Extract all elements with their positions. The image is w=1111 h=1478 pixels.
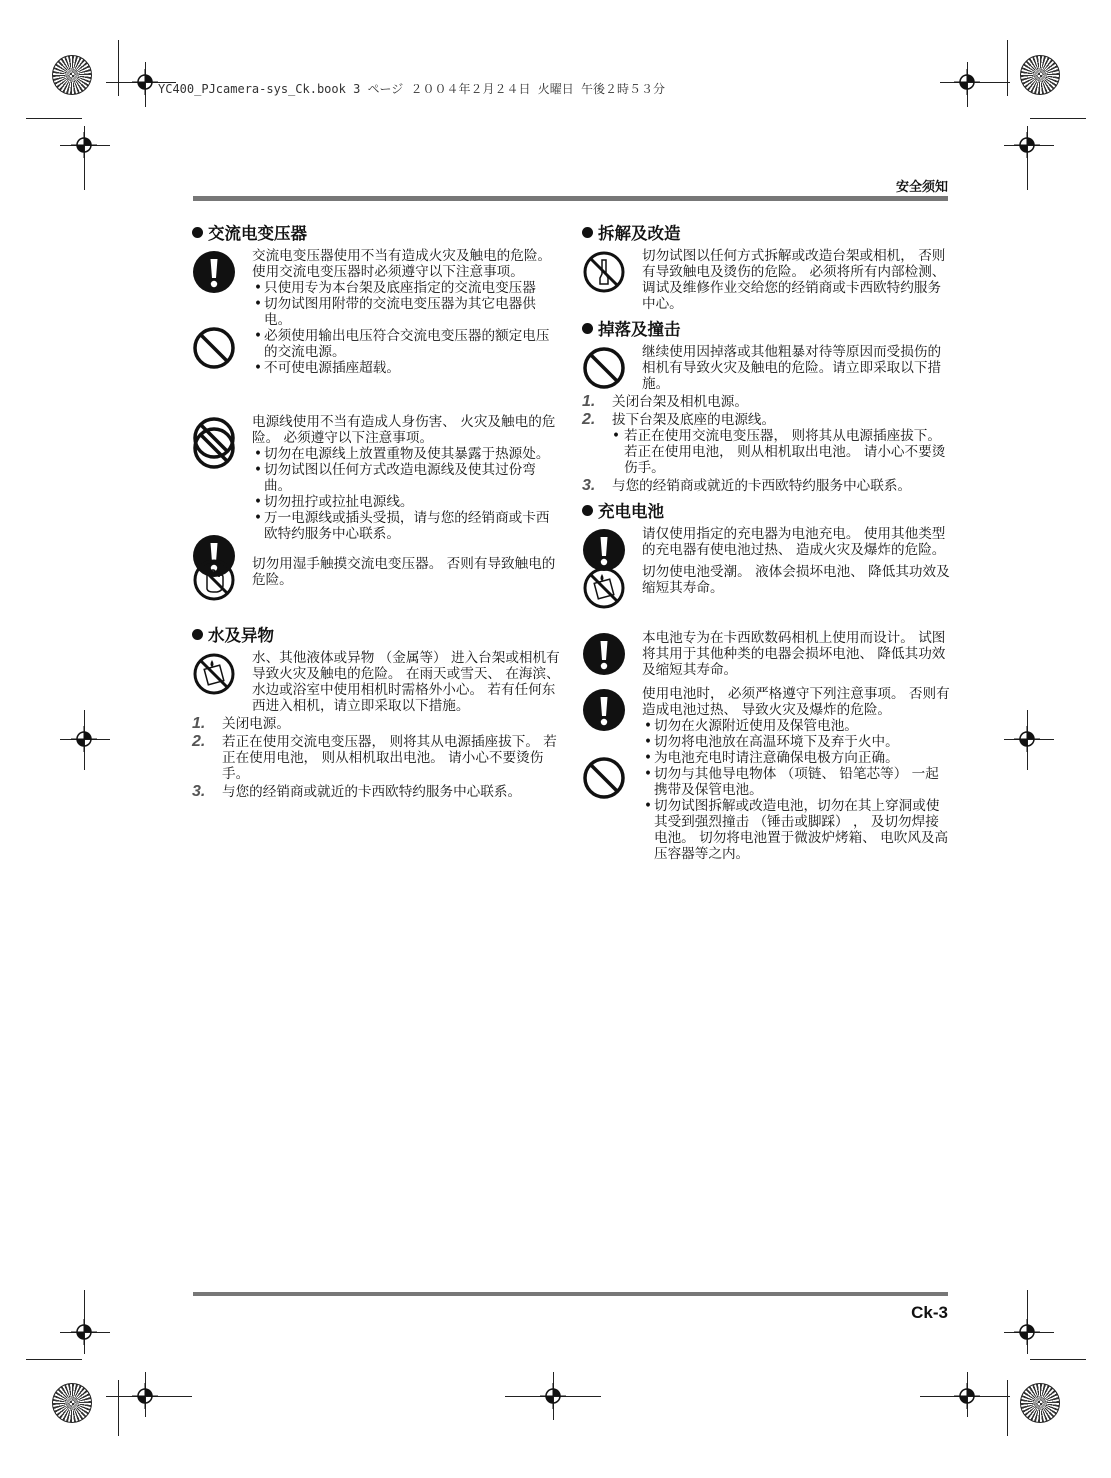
bottom-rule xyxy=(193,1292,948,1296)
list-item: • 切勿试图拆解或改造电池，切勿在其上穿洞或使其受到强烈撞击 （锤击或脚踩） ， 及切勿焊接电池。 切勿将电池置于微波炉烤箱、 电吹风及高压容器等之内。 xyxy=(642,798,950,862)
list-item: • 只使用专为本台架及底座指定的交流电变压器 xyxy=(252,280,560,296)
registration-crosshair-icon xyxy=(1014,132,1040,158)
power-cord-warning: 电源线使用不当有造成人身伤害、 火灾及触电的危险。 必须遵守以下注意事项。 • 切勿在电源线上放置重物及使其暴露于热源处。 • 切勿试图以任何方式改造电源线及使其过份弯曲。 • 切勿扭拧或拉扯电源线。 • 万一电源线或插头受损，请与您的经销商或卡西欧特约服务中心联系。 xyxy=(192,414,560,542)
top-rule xyxy=(193,196,948,201)
registration-crosshair-icon xyxy=(1014,1319,1040,1345)
wet-hands-warning: 切勿用湿手触摸交流电变压器。 否则有导致触电的危险。 xyxy=(192,556,560,604)
warning-exclamation-icon xyxy=(582,632,626,676)
list-item: • 不可使电源插座超载。 xyxy=(252,360,560,376)
water-warning: 水、其他液体或异物 （金属等） 进入台架或相机有导致火灾及触电的危险。 在雨天或雪天、 在海滨、 水边或浴室中使用相机时需格外小心。 若有任何东西进入相机，请立即采取以下措施。 xyxy=(192,650,560,714)
page-title: 安全须知 xyxy=(895,180,948,195)
color-target-icon xyxy=(52,1383,92,1423)
page-number: Ck-3 xyxy=(911,1303,948,1322)
list-item: • 切勿试图以任何方式改造电源线及使其过份弯曲。 xyxy=(252,462,560,494)
left-column xyxy=(192,222,560,800)
print-header: YC400_PJcamera-sys_Ck.book 3 ページ ２００４年２月２４日 火曜日 午後２時５３分 xyxy=(158,82,665,96)
warning-exclamation-icon xyxy=(192,250,236,294)
list-item: • 切勿试图用附带的交流电变压器为其它电器供电。 xyxy=(252,296,560,328)
registration-crosshair-icon xyxy=(132,69,158,95)
step-item: 1. 关闭台架及相机电源。 xyxy=(582,393,748,410)
list-item: • 若正在使用交流电变压器， 则将其从电源插座拔下。 若正在使用电池， 则从相机取出电池。 请小心不要烫伤手。 xyxy=(582,428,950,476)
battery-charger-warning: 请仅使用指定的充电器为电池充电。 使用其他类型的充电器有使电池过热、 造成火灾及爆炸的危险。 xyxy=(582,526,950,558)
step-item: 3. 与您的经销商或就近的卡西欧特约服务中心联系。 xyxy=(582,477,912,494)
step-item: 1. 关闭电源。 xyxy=(192,715,290,732)
step-item: 2. 若正在使用交流电变压器， 则将其从电源插座拔下。 若正在使用电池， 则从相机取出电池。 请小心不要烫伤手。 xyxy=(192,733,557,782)
battery-design-warning: 本电池专为在卡西欧数码相机上使用而设计。 试图将其用于其他种类的电器会损坏电池、 降低其功效及缩短其寿命。 xyxy=(582,630,950,678)
list-item: • 切勿在火源附近使用及保管电池。 xyxy=(642,718,950,734)
registration-crosshair-icon xyxy=(540,1383,566,1409)
registration-crosshair-icon xyxy=(71,1319,97,1345)
ac-adapter-warning: 交流电变压器使用不当有造成火灾及触电的危险。 使用交流电变压器时必须遵守以下注意事项。 • 只使用专为本台架及底座指定的交流电变压器 • 切勿试图用附带的交流电变压器为其它电器供电。 • 必须使用输出电压符合交流电变压器的额定电压的交流电源。 • 不可使电源插座超载。 xyxy=(192,248,560,376)
registration-crosshair-icon xyxy=(954,69,980,95)
no-disassembly-icon xyxy=(582,250,626,294)
no-liquid-icon xyxy=(192,652,236,696)
list-item: • 为电池充电时请注意确保电极方向正确。 xyxy=(642,750,950,766)
right-column xyxy=(582,222,950,862)
section-title-battery: 充电电池 xyxy=(582,502,950,522)
color-target-icon xyxy=(52,55,92,95)
prohibited-icon xyxy=(582,346,626,390)
section-title-ac-adapter: 交流电变压器 xyxy=(192,224,560,244)
no-liquid-icon xyxy=(582,566,626,610)
list-item: • 切勿在电源线上放置重物及使其暴露于热源处。 xyxy=(252,446,560,462)
no-wet-hands-icon xyxy=(192,558,236,602)
step-item: 3. 与您的经销商或就近的卡西欧特约服务中心联系。 xyxy=(192,783,522,800)
color-target-icon xyxy=(1020,1383,1060,1423)
battery-moisture-warning: 切勿使电池受潮。 液体会损坏电池、 降低其功效及缩短其寿命。 xyxy=(582,564,950,616)
step-item: 2. 拔下台架及底座的电源线。 xyxy=(582,411,776,428)
drop-warning: 继续使用因掉落或其他粗暴对待等原因而受损伤的相机有导致火灾及触电的危险。请立即采取以下措施。 xyxy=(582,344,950,392)
list-item: • 切勿与其他导电物体 （项链、 铅笔芯等） 一起携带及保管电池。 xyxy=(642,766,950,798)
registration-crosshair-icon xyxy=(1014,726,1040,752)
section-title-water: 水及异物 xyxy=(192,626,560,646)
section-title-drop: 掉落及撞击 xyxy=(582,320,950,340)
prohibited-icon xyxy=(192,416,236,460)
section-title-disassembly: 拆解及改造 xyxy=(582,224,950,244)
registration-crosshair-icon xyxy=(132,1383,158,1409)
battery-usage-warning: 使用电池时， 必须严格遵守下列注意事项。 否则有造成电池过热、 导致火灾及爆炸的危险。 • 切勿在火源附近使用及保管电池。 • 切勿将电池放在高温环境下及弃于火中。 • 为电池充电时请注意确保电极方向正确。 • 切勿与其他导电物体 （项链、 铅笔芯等） 一起携带及保管电池。 • 切勿试图拆解或改造电池，切勿在其上穿洞或使其受到强烈撞击 （锤击或脚踩） ， 及切勿焊接电池。 切勿将电池置于微波炉烤箱、 电吹风及高压容器等之内。 xyxy=(582,686,950,862)
registration-crosshair-icon xyxy=(71,726,97,752)
registration-crosshair-icon xyxy=(954,1383,980,1409)
color-target-icon xyxy=(1020,55,1060,95)
list-item: • 切勿扭拧或拉扯电源线。 xyxy=(252,494,560,510)
list-item: • 万一电源线或插头受损，请与您的经销商或卡西欧特约服务中心联系。 xyxy=(252,510,560,542)
prohibited-icon xyxy=(192,326,236,370)
list-item: • 必须使用输出电压符合交流电变压器的额定电压的交流电源。 xyxy=(252,328,560,360)
prohibited-icon xyxy=(582,756,626,800)
list-item: • 切勿将电池放在高温环境下及弃于火中。 xyxy=(642,734,950,750)
registration-crosshair-icon xyxy=(71,132,97,158)
disassembly-warning: 切勿试图以任何方式拆解或改造台架或相机， 否则有导致触电及烫伤的危险。 必须将所有内部检测、 调试及维修作业交给您的经销商或卡西欧特约服务中心。 xyxy=(582,248,950,312)
warning-exclamation-icon xyxy=(582,688,626,732)
